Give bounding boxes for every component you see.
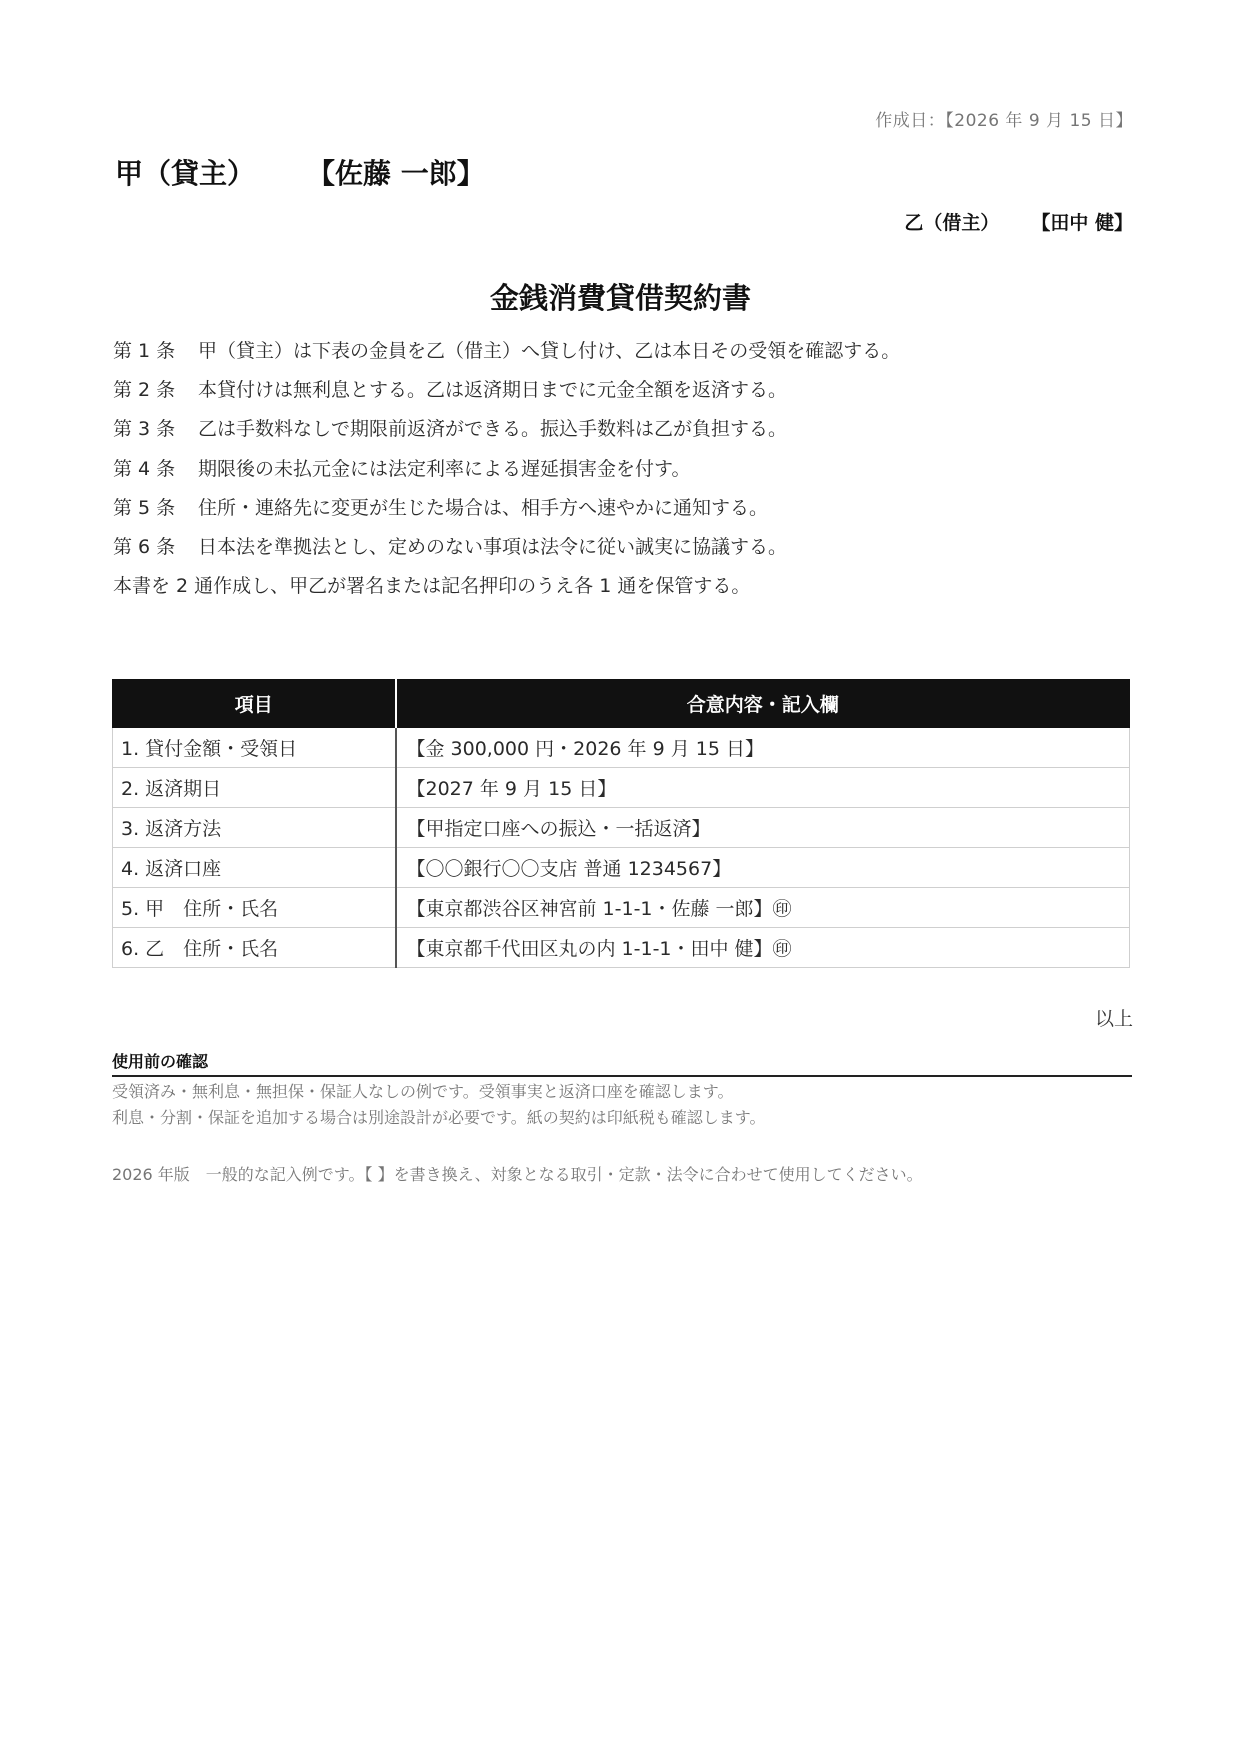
- closing-mark: 以上: [1094, 1008, 1133, 1030]
- article-3: [113, 414, 1123, 453]
- article-text: 日本法を準拠法とし、定めのない事項は法令に従い誠実に協議する。: [198, 535, 788, 558]
- article-1: [113, 336, 1123, 375]
- article-number: 第 6 条: [113, 535, 176, 558]
- document-title: 金銭消費貸借契約書: [489, 281, 751, 315]
- lender-name: 【佐藤 一郎】: [307, 157, 485, 190]
- article-number: 第 2 条: [113, 379, 176, 402]
- article-5: [113, 493, 1123, 532]
- row-value: 【金 300,000 円・2026 年 9 月 15 日】: [396, 728, 1130, 768]
- row-item-label: 6. 乙 住所・氏名: [113, 928, 396, 968]
- notes-section: [112, 1079, 765, 1131]
- header-item: 項目: [113, 680, 396, 728]
- article-4: [113, 454, 1123, 493]
- row-item-label: 3. 返済方法: [113, 808, 396, 848]
- article-text: 甲（貸主）は下表の金員を乙（借主）へ貸し付け、乙は本日その受領を確認する。: [198, 340, 901, 362]
- table-row: [113, 768, 1130, 808]
- row-value: 【甲指定口座への振込・一括返済】: [396, 808, 1130, 848]
- note-line: 利息・分割・保証を追加する場合は別途設計が必要です。紙の契約は印紙税も確認します。: [112, 1108, 766, 1127]
- article-number: 第 3 条: [113, 418, 176, 441]
- article-2: [113, 375, 1123, 414]
- execution-clause: 本書を 2 通作成し、甲乙が署名または記名押印のうえ各 1 通を保管する。: [113, 575, 751, 598]
- articles-section: [113, 336, 1123, 610]
- created-date: 作成日：【2026 年 9 月 15 日】: [875, 111, 1133, 131]
- terms-table: [112, 679, 1130, 968]
- footer-note: 2026 年版 一般的な記入例です。【 】を書き換え、対象となる取引・定款・法令に合わせて使用してください。: [112, 1165, 923, 1184]
- row-item-label: 1. 貸付金額・受領日: [113, 728, 396, 768]
- row-value: 【〇〇銀行〇〇支店 普通 1234567】: [396, 848, 1130, 888]
- header-content: 合意内容・記入欄: [396, 680, 1130, 728]
- table-row: [113, 728, 1130, 768]
- borrower-name: 【田中 健】: [1031, 212, 1133, 234]
- row-item-label: 4. 返済口座: [113, 848, 396, 888]
- row-item-label: 5. 甲 住所・氏名: [113, 888, 396, 928]
- article-text: 乙は手数料なしで期限前返済ができる。振込手数料は乙が負担する。: [198, 418, 788, 441]
- table-row: [113, 928, 1130, 968]
- table-header-row: [113, 680, 1130, 728]
- note-line: 受領済み・無利息・無担保・保証人なしの例です。受領事実と返済口座を確認します。: [112, 1082, 734, 1101]
- article-text: 住所・連絡先に変更が生じた場合は、相手方へ速やかに通知する。: [198, 496, 769, 519]
- article-6: [113, 532, 1123, 571]
- lender-label: 甲（貸主）: [115, 157, 256, 190]
- table-row: [113, 808, 1130, 848]
- row-value: 【東京都千代田区丸の内 1-1-1・田中 健】㊞: [396, 928, 1130, 968]
- table-row: [113, 848, 1130, 888]
- article-number: 第 4 条: [113, 457, 176, 480]
- borrower-label: 乙（借主）: [904, 212, 1000, 234]
- article-text: 本貸付けは無利息とする。乙は返済期日までに元金全額を返済する。: [198, 379, 788, 402]
- article-number: 第 1 条: [113, 340, 176, 362]
- article-text: 期限後の未払元金には法定利率による遅延損害金を付す。: [198, 457, 691, 480]
- notes-heading: 使用前の確認: [112, 1049, 1132, 1077]
- row-value: 【2027 年 9 月 15 日】: [396, 768, 1130, 808]
- table-row: [113, 888, 1130, 928]
- article-number: 第 5 条: [113, 496, 176, 519]
- lender-line: [115, 152, 485, 192]
- row-item-label: 2. 返済期日: [113, 768, 396, 808]
- borrower-line: [904, 208, 1133, 235]
- row-value: 【東京都渋谷区神宮前 1-1-1・佐藤 一郎】㊞: [396, 888, 1130, 928]
